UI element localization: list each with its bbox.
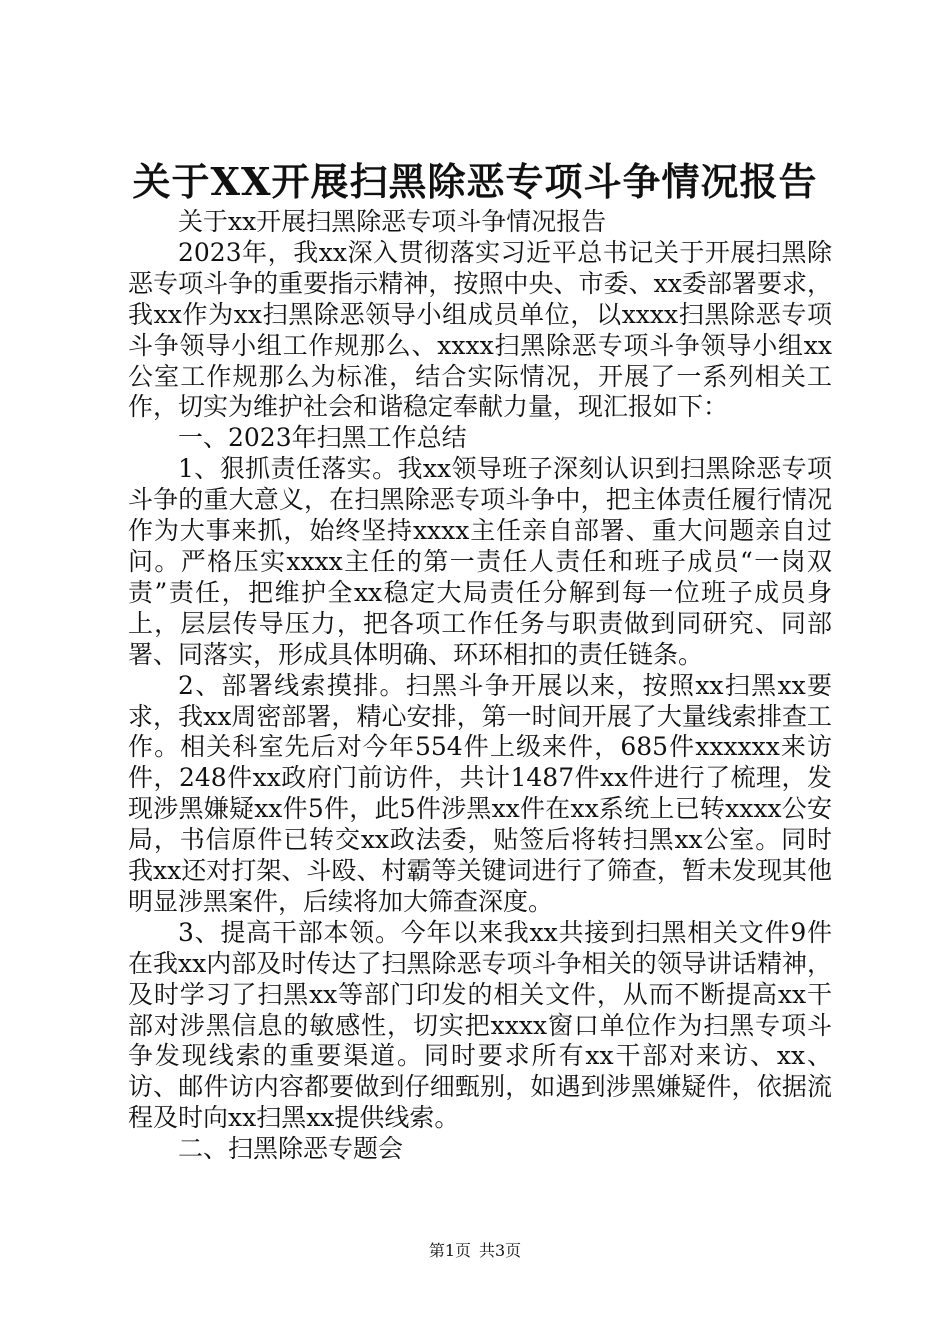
paragraph-intro: 2023年，我xx深入贯彻落实习近平总书记关于开展扫黑除恶专项斗争的重要指示精神，按照中央、市委、xx委部署要求，我xx作为xx扫黑除恶领导小组成员单位，以xxxx扫黑除恶专项斗争领导小组工作规那么、xxxx扫黑除恶专项斗争领导小组xx公室工作规那么为标准，结合实际情况，开展了一系列相关工作，切实为维护社会和谐稳定奉献力量，现汇报如下： [128, 237, 832, 422]
page-footer [0, 1240, 950, 1262]
paragraph-item-1: 1、狠抓责任落实。我xx领导班子深刻认识到扫黑除恶专项斗争的重大意义，在扫黑除恶专项斗争中，把主体责任履行情况作为大事来抓，始终坚持xxxx主任亲自部署、重大问题亲自过问。严格压实xxxx主任的第一责任人责任和班子成员“一岗双责”责任，把维护全xx稳定大局责任分解到每一位班子成员身上，层层传导压力，把各项工作任务与职责做到同研究、同部署、同落实，形成具体明确、环环相扣的责任链条。 [128, 454, 832, 669]
document-title: 关于XX开展扫黑除恶专项斗争情况报告 [132, 159, 818, 204]
section-heading-1: 一、2023年扫黑工作总结 [178, 423, 467, 453]
document-body [128, 207, 832, 1165]
paragraph-item-2: 2、部署线索摸排。扫黑斗争开展以来，按照xx扫黑xx要求，我xx周密部署，精心安排，第一时间开展了大量线索排查工作。相关科室先后对今年554件上级来件，685件xxxxxx来访件，248件xx政府门前访件，共计1487件xx件进行了梳理，发现涉黑嫌疑xx件5件，此5件涉黑xx件在xx系统上已转xxxx公安局，书信原件已转交xx政法委，贴签后将转扫黑xx公室。同时我xx还对打架、斗殴、村霸等关键词进行了筛查，暂未发现其他明显涉黑案件，后续将加大筛查深度。 [128, 670, 832, 916]
paragraph-subtitle: 关于xx开展扫黑除恶专项斗争情况报告 [178, 207, 607, 236]
page-number: 第1页 [428, 1241, 471, 1260]
page-total: 共3页 [479, 1241, 522, 1260]
section-heading-2: 二、扫黑除恶专题会 [178, 1134, 404, 1164]
paragraph-item-3: 3、提高干部本领。今年以来我xx共接到扫黑相关文件9件在我xx内部及时传达了扫黑除恶专项斗争相关的领导讲话精神，及时学习了扫黑xx等部门印发的相关文件，从而不断提高xx干部对涉黑信息的敏感性，切实把xxxx窗口单位作为扫黑专项斗争发现线索的重要渠道。同时要求所有xx干部对来访、xx、访、邮件访内容都要做到仔细甄别，如遇到涉黑嫌疑件，依据流程及时向xx扫黑xx提供线索。 [128, 917, 832, 1133]
